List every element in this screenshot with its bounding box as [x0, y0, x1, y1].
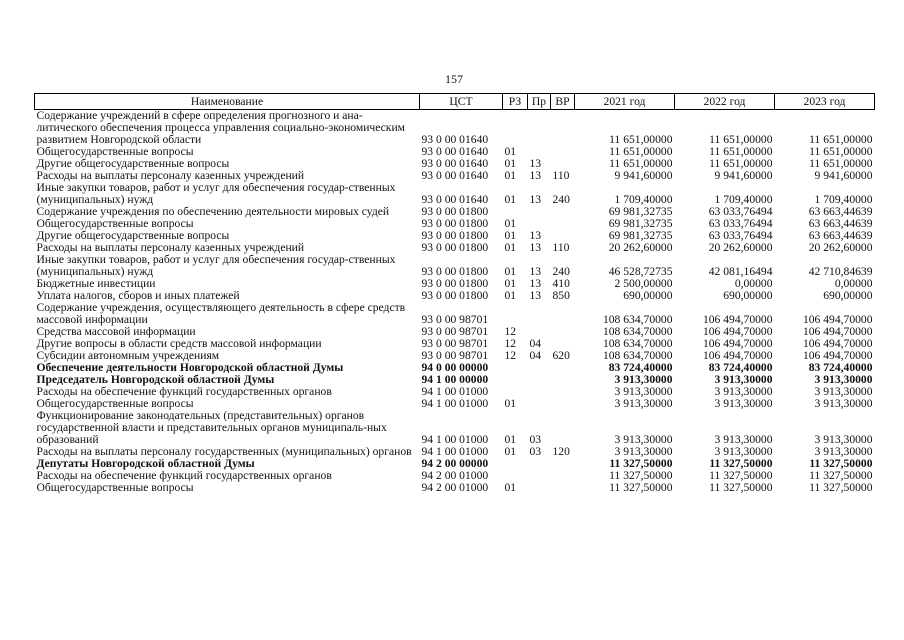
row-vr — [551, 458, 575, 470]
row-code: 93 0 00 01800 — [421, 205, 489, 218]
row-vr — [551, 362, 575, 374]
row-name: Общегосударственные вопросы — [36, 397, 194, 410]
row-value-2021: 11 651,00000 — [609, 133, 673, 146]
row-value-2023: 106 494,70000 — [802, 325, 873, 338]
row-value-2023: 3 913,30000 — [814, 397, 873, 410]
row-pr: 13 — [529, 229, 542, 242]
row-rz: 01 — [504, 169, 517, 182]
row-pr — [528, 374, 551, 386]
row-code: 93 0 00 01800 — [421, 277, 489, 290]
row-value-2021: 20 262,60000 — [608, 241, 673, 254]
row-name: Другие общегосударственные вопросы — [36, 157, 230, 170]
row-code: 93 0 00 98701 — [421, 337, 489, 350]
row-value-2022: 11 327,50000 — [709, 481, 773, 494]
row-pr — [528, 386, 551, 398]
row-code: 93 0 00 98701 — [421, 325, 489, 338]
row-value-2023: 106 494,70000 — [802, 337, 873, 350]
row-pr — [528, 398, 551, 410]
row-name: Другие вопросы в области средств массовой информации — [36, 337, 322, 350]
row-name: Общегосударственные вопросы — [36, 217, 194, 230]
row-value-2022: 9 941,60000 — [714, 169, 773, 182]
row-rz: 01 — [504, 193, 517, 206]
row-value-2022: 106 494,70000 — [702, 325, 773, 338]
row-name: Расходы на обеспечение функций государственных органов — [36, 469, 332, 482]
row-rz: 12 — [504, 325, 517, 338]
row-pr — [528, 302, 551, 326]
row-name: Депутаты Новгородской областной Думы — [36, 457, 255, 470]
row-value-2022: 3 913,30000 — [714, 445, 773, 458]
row-code: 94 1 00 01000 — [421, 385, 489, 398]
row-pr: 13 — [529, 157, 542, 170]
row-pr: 13 — [529, 289, 542, 302]
row-name: Расходы на обеспечение функций государственных органов — [36, 385, 332, 398]
row-vr — [551, 110, 575, 147]
table-row — [35, 302, 875, 326]
row-value-2021: 108 634,70000 — [602, 325, 673, 338]
row-value-2022: 63 033,76494 — [708, 217, 773, 230]
row-name: Содержание учреждений в сфере определения прогнозного и ана-литического обеспечения процесса управления социально-экономическим развитием Новгородской области — [36, 109, 405, 146]
row-pr: 13 — [529, 241, 542, 254]
row-name: Обеспечение деятельности Новгородской областной Думы — [36, 361, 344, 374]
row-name: Субсидии автономным учреждениям — [36, 349, 220, 362]
row-value-2022: 106 494,70000 — [702, 337, 773, 350]
row-name: Общегосударственные вопросы — [36, 145, 194, 158]
row-name: Председатель Новгородской областной Думы — [36, 373, 275, 386]
row-vr — [551, 218, 575, 230]
row-pr: 03 — [529, 433, 542, 446]
row-value-2021: 69 981,32735 — [608, 229, 673, 242]
row-pr: 13 — [529, 193, 542, 206]
row-code: 93 0 00 98701 — [421, 349, 489, 362]
row-pr: 13 — [529, 277, 542, 290]
row-name: Общегосударственные вопросы — [36, 481, 194, 494]
row-code: 93 0 00 01800 — [421, 289, 489, 302]
row-value-2023: 63 663,44639 — [808, 217, 873, 230]
row-pr: 04 — [529, 349, 542, 362]
row-value-2021: 3 913,30000 — [614, 373, 673, 386]
row-value-2021: 108 634,70000 — [602, 349, 673, 362]
row-value-2023: 83 724,40000 — [808, 361, 873, 374]
row-pr — [528, 362, 551, 374]
row-rz: 01 — [504, 217, 517, 230]
row-value-2022: 3 913,30000 — [714, 433, 773, 446]
row-rz — [503, 362, 528, 374]
row-vr: 410 — [552, 277, 570, 290]
row-rz — [503, 302, 528, 326]
row-rz: 01 — [504, 481, 517, 494]
row-rz: 12 — [504, 337, 517, 350]
header-name: Наименование — [35, 94, 420, 110]
row-vr — [551, 146, 575, 158]
row-code: 93 0 00 01800 — [421, 265, 489, 278]
row-vr — [551, 386, 575, 398]
row-name: Другие общегосударственные вопросы — [36, 229, 230, 242]
row-pr: 03 — [529, 445, 542, 458]
row-value-2021: 11 327,50000 — [609, 481, 673, 494]
row-value-2023: 3 913,30000 — [814, 385, 873, 398]
row-vr — [551, 398, 575, 410]
row-value-2021: 3 913,30000 — [614, 385, 673, 398]
row-value-2022: 83 724,40000 — [708, 361, 773, 374]
row-rz: 01 — [504, 241, 517, 254]
row-value-2023: 11 651,00000 — [809, 157, 873, 170]
row-code: 93 0 00 01800 — [421, 229, 489, 242]
row-vr: 620 — [552, 349, 570, 362]
header-vr: ВР — [551, 94, 575, 110]
row-value-2022: 690,00000 — [723, 289, 773, 302]
row-rz — [503, 458, 528, 470]
row-value-2023: 11 327,50000 — [809, 457, 873, 470]
row-value-2021: 11 327,50000 — [609, 457, 673, 470]
row-value-2022: 11 651,00000 — [709, 157, 773, 170]
row-code: 93 0 00 01640 — [421, 169, 489, 182]
row-value-2023: 3 913,30000 — [814, 373, 873, 386]
row-pr: 13 — [529, 169, 542, 182]
row-pr: 13 — [529, 265, 542, 278]
row-rz: 01 — [504, 229, 517, 242]
row-value-2022: 3 913,30000 — [714, 385, 773, 398]
row-value-2022: 20 262,60000 — [708, 241, 773, 254]
row-value-2023: 1 709,40000 — [814, 193, 873, 206]
row-value-2022: 106 494,70000 — [702, 349, 773, 362]
table-row — [35, 182, 875, 206]
row-value-2023: 690,00000 — [823, 289, 873, 302]
row-code: 93 0 00 01640 — [421, 193, 489, 206]
row-name: Функционирование законодательных (представительных) органов государственной власти и представительных органов муниципаль-ных образований — [36, 409, 387, 446]
row-vr: 850 — [552, 289, 570, 302]
header-year-2021: 2021 год — [575, 94, 675, 110]
row-name: Иные закупки товаров, работ и услуг для обеспечения государ-ственных (муниципальных) нужд — [36, 253, 396, 278]
row-value-2022: 3 913,30000 — [714, 397, 773, 410]
row-pr — [528, 206, 551, 218]
row-pr — [528, 110, 551, 147]
row-value-2023: 0,00000 — [834, 277, 873, 290]
row-value-2021: 11 651,00000 — [609, 157, 673, 170]
row-value-2023: 3 913,30000 — [814, 445, 873, 458]
row-rz: 01 — [504, 145, 517, 158]
row-rz: 12 — [504, 349, 517, 362]
row-pr — [528, 482, 551, 494]
row-value-2022: 11 327,50000 — [709, 457, 773, 470]
row-name: Расходы на выплаты персоналу казенных учреждений — [36, 169, 305, 182]
row-value-2021: 11 327,50000 — [609, 469, 673, 482]
row-value-2022: 0,00000 — [734, 277, 773, 290]
table-row — [35, 110, 875, 147]
row-value-2022: 63 033,76494 — [708, 205, 773, 218]
row-value-2022: 11 651,00000 — [709, 145, 773, 158]
row-vr — [551, 374, 575, 386]
row-value-2021: 690,00000 — [623, 289, 673, 302]
row-value-2023: 106 494,70000 — [802, 349, 873, 362]
row-code: 93 0 00 01640 — [421, 133, 489, 146]
row-value-2021: 83 724,40000 — [608, 361, 673, 374]
row-rz: 01 — [504, 397, 517, 410]
row-name: Содержание учреждения, осуществляющего деятельность в сфере средств массовой информации — [36, 301, 406, 326]
row-pr: 04 — [529, 337, 542, 350]
row-code: 93 0 00 98701 — [421, 313, 489, 326]
row-rz: 01 — [504, 157, 517, 170]
row-value-2021: 11 651,00000 — [609, 145, 673, 158]
row-value-2021: 3 913,30000 — [614, 433, 673, 446]
row-code: 94 1 00 00000 — [421, 373, 489, 386]
row-rz — [503, 374, 528, 386]
row-vr — [551, 302, 575, 326]
row-code: 93 0 00 01640 — [421, 157, 489, 170]
row-name: Иные закупки товаров, работ и услуг для обеспечения государ-ственных (муниципальных) нужд — [36, 181, 396, 206]
row-value-2022: 106 494,70000 — [702, 313, 773, 326]
row-value-2023: 11 327,50000 — [809, 481, 873, 494]
row-value-2022: 1 709,40000 — [714, 193, 773, 206]
row-value-2021: 3 913,30000 — [614, 397, 673, 410]
row-rz: 01 — [504, 277, 517, 290]
row-vr: 120 — [552, 445, 570, 458]
row-name: Расходы на выплаты персоналу казенных учреждений — [36, 241, 305, 254]
page-number: 157 — [445, 72, 463, 86]
row-name: Уплата налогов, сборов и иных платежей — [36, 289, 240, 302]
table-row — [35, 482, 875, 494]
row-value-2022: 3 913,30000 — [714, 373, 773, 386]
row-value-2022: 42 081,16494 — [708, 265, 773, 278]
row-value-2022: 11 327,50000 — [709, 469, 773, 482]
row-code: 93 0 00 01640 — [421, 145, 489, 158]
row-value-2021: 2 500,00000 — [614, 277, 673, 290]
row-value-2021: 108 634,70000 — [602, 313, 673, 326]
row-vr: 240 — [552, 265, 570, 278]
row-code: 93 0 00 01800 — [421, 241, 489, 254]
row-value-2021: 108 634,70000 — [602, 337, 673, 350]
row-vr — [551, 206, 575, 218]
header-rz: РЗ — [503, 94, 528, 110]
row-value-2022: 11 651,00000 — [709, 133, 773, 146]
row-code: 94 2 00 00000 — [421, 457, 489, 470]
row-value-2023: 106 494,70000 — [802, 313, 873, 326]
row-value-2023: 20 262,60000 — [808, 241, 873, 254]
row-value-2021: 9 941,60000 — [614, 169, 673, 182]
row-rz: 01 — [504, 445, 517, 458]
table-body — [35, 110, 875, 495]
row-code: 93 0 00 01800 — [421, 217, 489, 230]
row-code: 94 1 00 01000 — [421, 433, 489, 446]
row-vr: 110 — [552, 169, 570, 182]
row-vr — [551, 470, 575, 482]
row-value-2021: 3 913,30000 — [614, 445, 673, 458]
row-value-2023: 42 710,84639 — [808, 265, 873, 278]
table-row — [35, 410, 875, 446]
row-code: 94 1 00 01000 — [421, 397, 489, 410]
row-code: 94 2 00 01000 — [421, 469, 489, 482]
row-value-2023: 63 663,44639 — [808, 229, 873, 242]
row-vr — [551, 410, 575, 446]
row-name: Содержание учреждения по обеспечению деятельности мировых судей — [36, 205, 390, 218]
row-rz: 01 — [504, 433, 517, 446]
row-name: Расходы на выплаты персоналу государственных (муниципальных) органов — [36, 445, 412, 458]
row-value-2023: 3 913,30000 — [814, 433, 873, 446]
row-rz: 01 — [504, 265, 517, 278]
row-pr — [528, 458, 551, 470]
row-value-2021: 69 981,32735 — [608, 205, 673, 218]
header-year-2023: 2023 год — [775, 94, 875, 110]
table-header — [35, 94, 875, 110]
header-pr: Пр — [528, 94, 551, 110]
row-value-2023: 11 327,50000 — [809, 469, 873, 482]
header-code: ЦСТ — [420, 94, 503, 110]
row-vr: 240 — [552, 193, 570, 206]
row-pr — [528, 470, 551, 482]
row-code: 94 2 00 01000 — [421, 481, 489, 494]
row-vr — [551, 326, 575, 338]
row-rz — [503, 110, 528, 147]
row-value-2022: 63 033,76494 — [708, 229, 773, 242]
row-value-2023: 63 663,44639 — [808, 205, 873, 218]
budget-table — [34, 93, 875, 494]
row-value-2023: 11 651,00000 — [809, 133, 873, 146]
table-row — [35, 254, 875, 278]
row-code: 94 0 00 00000 — [421, 361, 489, 374]
row-value-2021: 1 709,40000 — [614, 193, 673, 206]
row-name: Бюджетные инвестиции — [36, 277, 156, 290]
row-value-2023: 9 941,60000 — [814, 169, 873, 182]
row-rz: 01 — [504, 289, 517, 302]
row-vr: 110 — [552, 241, 570, 254]
row-value-2021: 46 528,72735 — [608, 265, 673, 278]
row-code: 94 1 00 01000 — [421, 445, 489, 458]
row-name: Средства массовой информации — [36, 325, 196, 338]
row-value-2023: 11 651,00000 — [809, 145, 873, 158]
header-year-2022: 2022 год — [675, 94, 775, 110]
row-vr — [551, 482, 575, 494]
row-value-2021: 69 981,32735 — [608, 217, 673, 230]
